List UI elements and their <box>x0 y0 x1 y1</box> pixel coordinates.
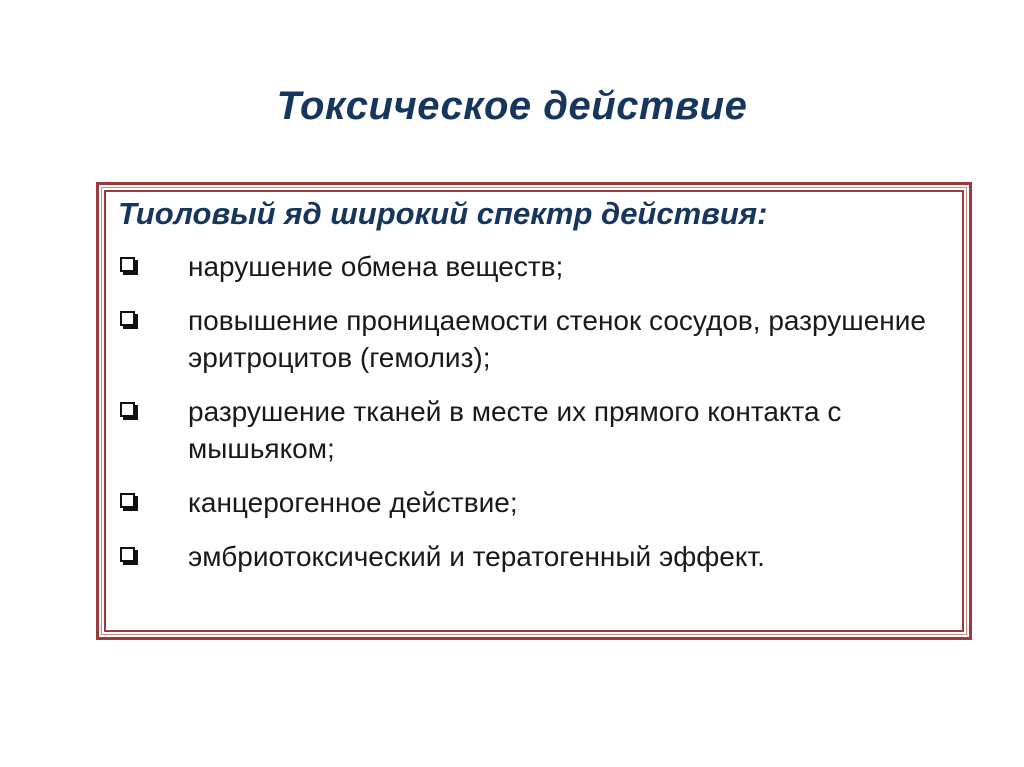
slide-title: Токсическое действие <box>276 84 748 128</box>
list-item <box>118 248 958 285</box>
list-item-text: нарушение обмена веществ; <box>188 251 564 282</box>
checkbox-icon <box>120 257 135 272</box>
checkbox-icon <box>120 493 135 508</box>
checkbox-icon <box>120 547 135 562</box>
box-heading: Тиоловый яд широкий спектр действия: <box>118 196 768 231</box>
list-item-text: канцерогенное действие; <box>188 487 518 518</box>
checkbox-icon <box>120 402 135 417</box>
bullet-list <box>118 248 958 575</box>
list-item-text: эмбриотоксический и тератогенный эффект. <box>188 541 765 572</box>
list-item-text: повышение проницаемости стенок сосудов, разрушение эритроцитов (гемолиз); <box>188 305 926 373</box>
list-item <box>118 393 958 467</box>
list-item <box>118 484 958 521</box>
checkbox-icon <box>120 311 135 326</box>
list-item <box>118 302 958 376</box>
list-item <box>118 538 958 575</box>
list-item-text: разрушение тканей в месте их прямого контакта с мышьяком; <box>188 396 842 464</box>
frame-content <box>118 194 958 592</box>
